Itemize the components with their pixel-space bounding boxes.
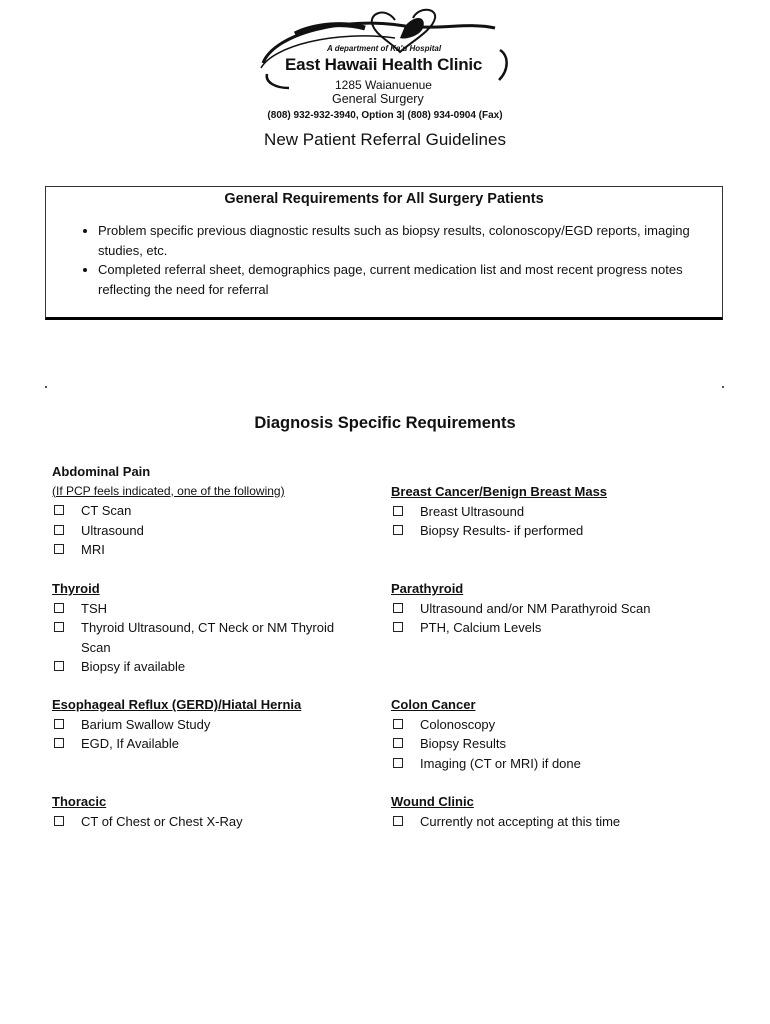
logo-subtitle: A department of Ka'u Hospital [327,44,442,53]
divider-dot [722,386,724,388]
checkbox[interactable] [393,758,403,768]
checkbox[interactable] [393,525,403,535]
checkbox[interactable] [393,506,403,516]
checklist-item [52,521,382,541]
general-requirements-list [76,221,728,299]
checklist-item [391,618,721,638]
group-heading: Thyroid [52,581,100,596]
group-wound-clinic [391,792,721,831]
checklist-item [52,540,382,560]
group-note: (If PCP feels indicated, one of the following) [52,483,285,498]
checkbox[interactable] [393,719,403,729]
group-heading: Thoracic [52,794,107,809]
group-heading: Esophageal Reflux (GERD)/Hiatal Hernia [52,697,302,712]
checkbox[interactable] [54,505,64,515]
checklist-item [391,734,721,754]
checklist-item [391,754,721,774]
checklist-item [52,812,382,832]
item-label: MRI [81,542,105,557]
item-label: Thyroid Ultrasound, CT Neck or NM Thyroid [81,620,335,635]
item-label: Biopsy Results- if performed [420,523,584,538]
checkbox[interactable] [54,816,64,826]
item-label: Biopsy Results [420,736,506,751]
group-thyroid [52,579,382,677]
group-heading: Parathyroid [391,581,464,596]
checklist-item [391,599,721,619]
group-heading: Colon Cancer [391,697,476,712]
list-item: • Completed referral sheet, demographics page, current medication list and most recent progress notes reflecting the need for referral [98,260,728,299]
divider-dot [45,386,47,388]
item-label: Imaging (CT or MRI) if done [420,755,581,771]
checkbox[interactable] [54,719,64,729]
group-colon-cancer [391,695,721,773]
general-requirements-box [45,186,723,320]
item-label: Currently not accepting at this time [420,813,621,829]
checklist-item [52,501,382,521]
group-heading: Abdominal Pain [52,464,151,479]
checkbox[interactable] [54,661,64,671]
checkbox[interactable] [54,544,64,554]
document-title: New Patient Referral Guidelines [264,130,506,149]
checkbox[interactable] [393,816,403,826]
group-parathyroid [391,579,721,638]
group-breast-cancer [391,482,721,541]
general-requirements-title: General Requirements for All Surgery Patients [224,191,544,207]
group-thoracic [52,792,382,831]
item-label: Biopsy if available [81,659,186,674]
group-abdominal-pain [52,462,382,560]
checklist-item [391,502,721,522]
item-label: CT of Chest or Chest X-Ray [81,813,243,829]
checkbox[interactable] [393,603,403,613]
checklist-item [391,812,721,832]
item-label: EGD, If Available [81,736,180,751]
item-label: Ultrasound [81,522,144,538]
checklist-item [52,618,382,638]
item-label: CT Scan [81,503,132,518]
item-label: PTH, Calcium Levels [420,620,542,635]
checkbox[interactable] [54,603,64,613]
item-label: Colonoscopy [420,716,496,732]
checklist-item [52,657,382,677]
group-heading: Wound Clinic [391,794,474,809]
item-label-continuation: Scan [81,639,111,655]
checkbox[interactable] [54,738,64,748]
clinic-department: General Surgery [332,92,424,106]
clinic-name: East Hawaii Health Clinic [285,55,483,74]
checkbox[interactable] [54,525,64,535]
group-heading: Breast Cancer/Benign Breast Mass [391,484,608,499]
item-label: Barium Swallow Study [81,716,211,732]
checkbox[interactable] [54,622,64,632]
item-label: TSH [81,600,107,616]
checkbox[interactable] [393,622,403,632]
diagnosis-section-title: Diagnosis Specific Requirements [254,414,516,432]
group-gerd [52,695,382,754]
contact-phone: (808) 932-932-3940, Option 3| (808) 934-0904 (Fax) [267,110,503,121]
item-label: Ultrasound and/or NM Parathyroid Scan [420,600,651,616]
checklist-item [52,599,382,619]
checklist-item [391,521,721,541]
checklist-item [52,715,382,735]
checklist-item [52,734,382,754]
item-label: Breast Ultrasound [420,503,525,519]
clinic-logo [255,8,515,108]
checklist-item [391,715,721,735]
list-item: • Problem specific previous diagnostic results such as biopsy results, colonoscopy/EGD reports, imaging studies, etc. [98,221,728,260]
checkbox[interactable] [393,738,403,748]
clinic-address: 1285 Waianuenue [335,78,432,92]
